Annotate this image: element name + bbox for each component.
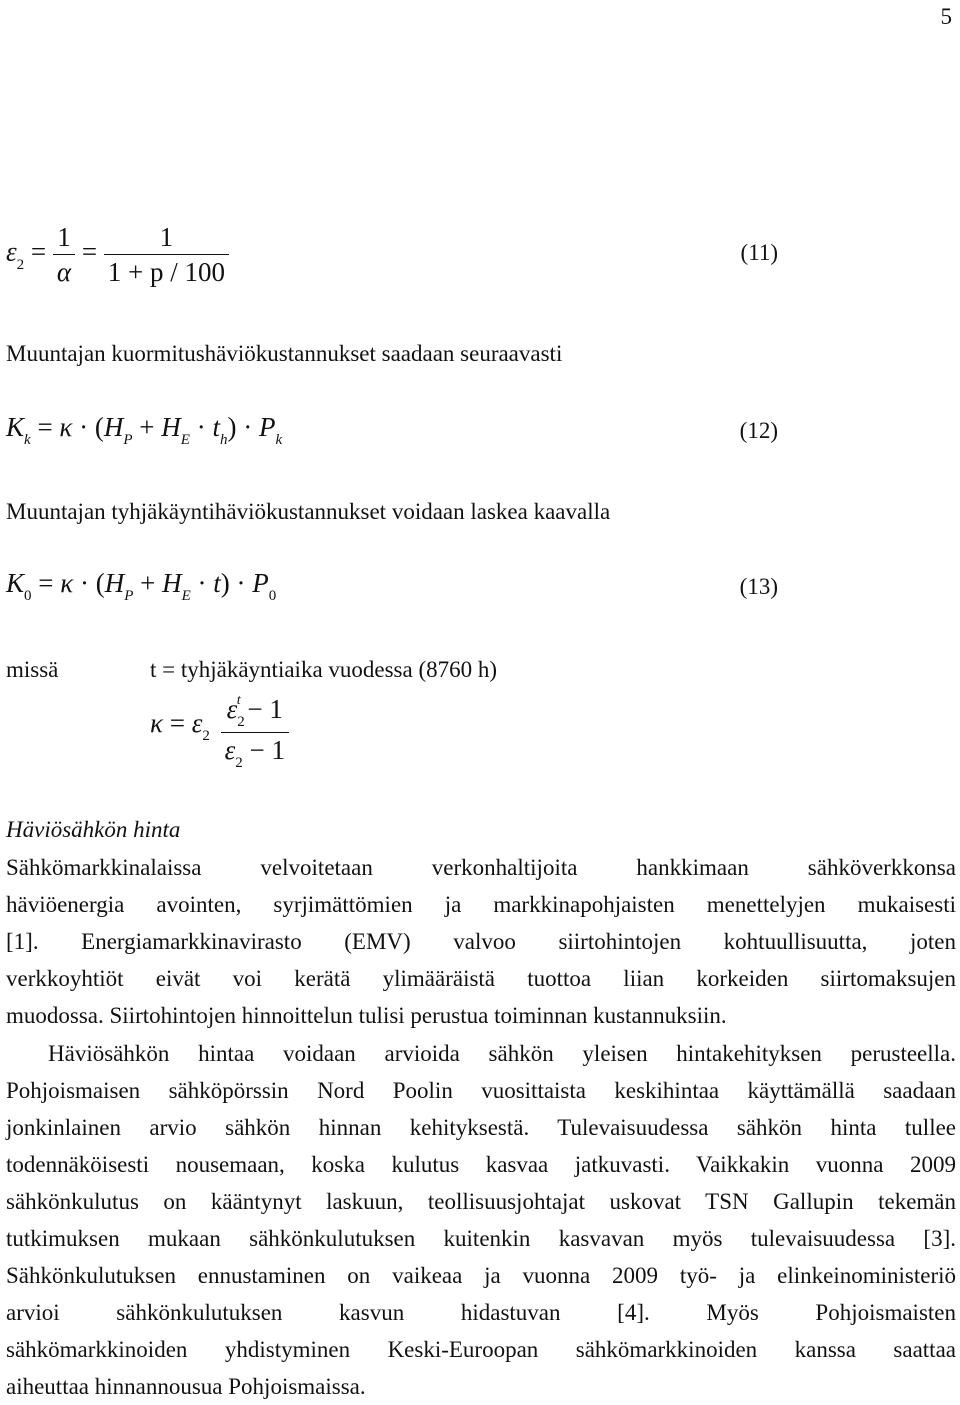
paragraph-1-line: verkkoyhtiöt eivät voi kerätä ylimääräistä tuottoa liian korkeiden siirtomaksujen xyxy=(6,966,956,991)
paragraph-2-line: sähkömarkkinoiden yhdistyminen Keski-Euroopan sähkömarkkinoiden kanssa saattaa xyxy=(6,1337,956,1362)
page-number: 5 xyxy=(940,4,952,29)
equation-number-11: (11) xyxy=(740,240,778,265)
section-heading: Häviösähkön hinta xyxy=(6,817,181,842)
equation-12 xyxy=(6,412,960,462)
equation-13 xyxy=(6,568,960,618)
equation-11 xyxy=(6,222,960,287)
paragraph-2-line: todennäköisesti nousemaan, koska kulutus kasvaa jatkuvasti. Vaikkakin vuonna 2009 xyxy=(6,1152,956,1177)
equation-12-formula: $K_k = \kappa \cdot (H_P + H_E \cdot t_h) \cdot P_k$ xyxy=(6,412,283,448)
paragraph-2-line: tutkimuksen mukaan sähkönkulutuksen kuitenkin kasvavan myös tulevaisuudessa [3]. xyxy=(6,1226,956,1251)
fraction-one-over-alpha: $\frac{1}{\alpha}$ xyxy=(53,222,75,287)
kappa-definition: κ = ε2 $\frac{\varepsilon_2^t - 1}{\varepsilon_2 - 1}$ xyxy=(150,694,289,770)
paragraph-2-line: jonkinlainen arvio sähkön hinnan kehityksestä. Tulevaisuudessa sähkön hinta tullee xyxy=(6,1115,956,1140)
paragraph-2-line: Pohjoismaisen sähköpörssin Nord Poolin vuosittaista keskihintaa käyttämällä saadaan xyxy=(6,1078,956,1103)
equation-11-formula: $\varepsilon_2$ = $\frac{1}{\alpha}$ = $\frac{1}{1 + p / 100}$ xyxy=(6,222,229,287)
equation-number-13: (13) xyxy=(739,574,778,599)
paragraph-2-line: aiheuttaa hinnannousua Pohjoismaissa. xyxy=(6,1374,366,1399)
intro-noload-losses: Muuntajan tyhjäkäyntihäviökustannukset voidaan laskea kaavalla xyxy=(6,499,611,524)
paragraph-1-line: muodossa. Siirtohintojen hinnoittelun tulisi perustua toiminnan kustannuksiin. xyxy=(6,1003,727,1028)
paragraph-2-line: arvioi sähkönkulutuksen kasvun hidastuvan [4]. Myös Pohjoismaisten xyxy=(6,1300,956,1325)
where-t-definition: t = tyhjäkäyntiaika vuodessa (8760 h) xyxy=(150,657,498,682)
paragraph-1-line: [1]. Energiamarkkinavirasto (EMV) valvoo siirtohintojen kohtuullisuutta, joten xyxy=(6,929,956,954)
paragraph-1-line: Sähkömarkkinalaissa velvoitetaan verkonhaltijoita hankkimaan sähköverkkonsa xyxy=(6,855,956,880)
where-label: missä xyxy=(6,657,59,682)
intro-load-losses: Muuntajan kuormitushäviökustannukset saadaan seuraavasti xyxy=(6,341,563,366)
fraction-one-over-p: $\frac{1}{1 + p / 100}$ xyxy=(104,222,229,287)
paragraph-2-line: Sähkönkulutuksen ennustaminen on vaikeaa ja vuonna 2009 työ- ja elinkeinoministeriö xyxy=(6,1263,956,1288)
fraction-kappa: $\frac{\varepsilon_2^t - 1}{\varepsilon_2 - 1}$ xyxy=(221,694,289,770)
equation-13-formula: $K_0 = \kappa \cdot (H_P + H_E \cdot t) \cdot P_0$ xyxy=(6,568,277,604)
paragraph-1-line: häviöenergia avointen, syrjimättömien ja markkinapohjaisten menettelyjen mukaisesti xyxy=(6,892,956,917)
equation-number-12: (12) xyxy=(739,418,778,443)
paragraph-2-line: sähkönkulutus on kääntynyt laskuun, teollisuusjohtajat uskovat TSN Gallupin tekemän xyxy=(6,1189,956,1214)
paragraph-2-line: Häviösähkön hintaa voidaan arvioida sähkön yleisen hintakehityksen perusteella. xyxy=(48,1041,956,1066)
